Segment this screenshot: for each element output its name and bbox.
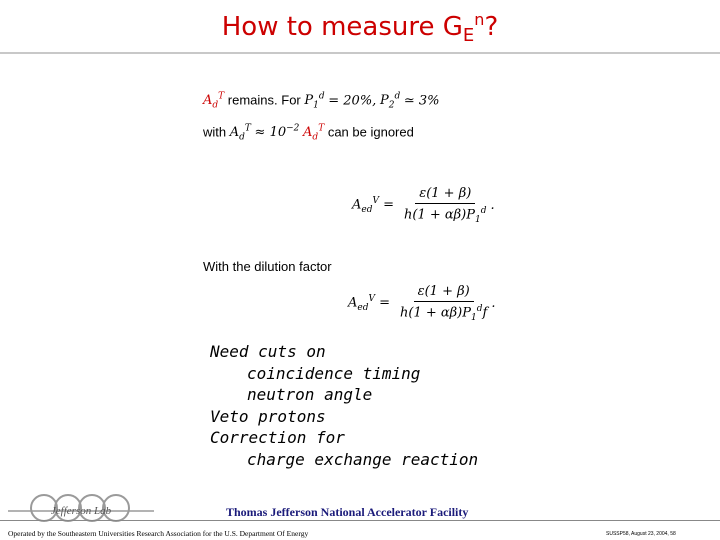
note-coincidence-timing: coincidence timing (247, 363, 421, 383)
jefferson-lab-logo (6, 490, 156, 530)
operated-by-text: Operated by the Southeastern Universities Research Association for the U.S. Department Of Energy (8, 529, 309, 538)
p1-value: = 20%, (328, 93, 377, 109)
dilution-factor-label: With the dilution factor (203, 259, 332, 274)
slide-title: How to measure $G_E^n$? (221, 10, 499, 46)
remains-text: remains. For (227, 92, 301, 108)
lab-name: Thomas Jefferson National Accelerator Facility (226, 505, 469, 519)
svg-text:Jefferson Lab: Jefferson Lab (50, 505, 112, 517)
note-charge-exchange: charge exchange reaction (247, 449, 479, 469)
ignore-tensor-line: with $A_d^T \approx 10^{-2}$ $A_d^T$ can be ignored (203, 124, 414, 143)
asymmetry-equation-1: $A_{ed}^V$ = $\frac{\varepsilon(1 + \beta)}{h(1 + \alpha\beta)P_1^d}$ . (352, 186, 495, 225)
date-and-page: SUSSP58, August 23, 2004, 58 (606, 531, 676, 537)
title-divider (0, 52, 720, 54)
p2-value: ≃ 3% (403, 93, 440, 109)
measurement-notes (210, 341, 478, 470)
note-correction: Correction for (210, 428, 345, 447)
note-neutron-angle: neutron angle (247, 385, 373, 404)
can-be-ignored-text: can be ignored (327, 124, 414, 140)
note-cuts: Need cuts on (210, 342, 326, 361)
note-veto-protons: Veto protons (210, 406, 326, 426)
asymmetry-remains-line: $A_d^T$ remains. For $P_1^d = 20\%$, $P_2^d$ ≃ 3% (203, 92, 440, 111)
footer-divider (0, 520, 720, 521)
asymmetry-equation-2: $A_{ed}^V$ = $\frac{\varepsilon(1 + \beta)}{h(1 + \alpha\beta)P_1^df}$ . (348, 284, 496, 323)
with-text: with (203, 124, 227, 140)
